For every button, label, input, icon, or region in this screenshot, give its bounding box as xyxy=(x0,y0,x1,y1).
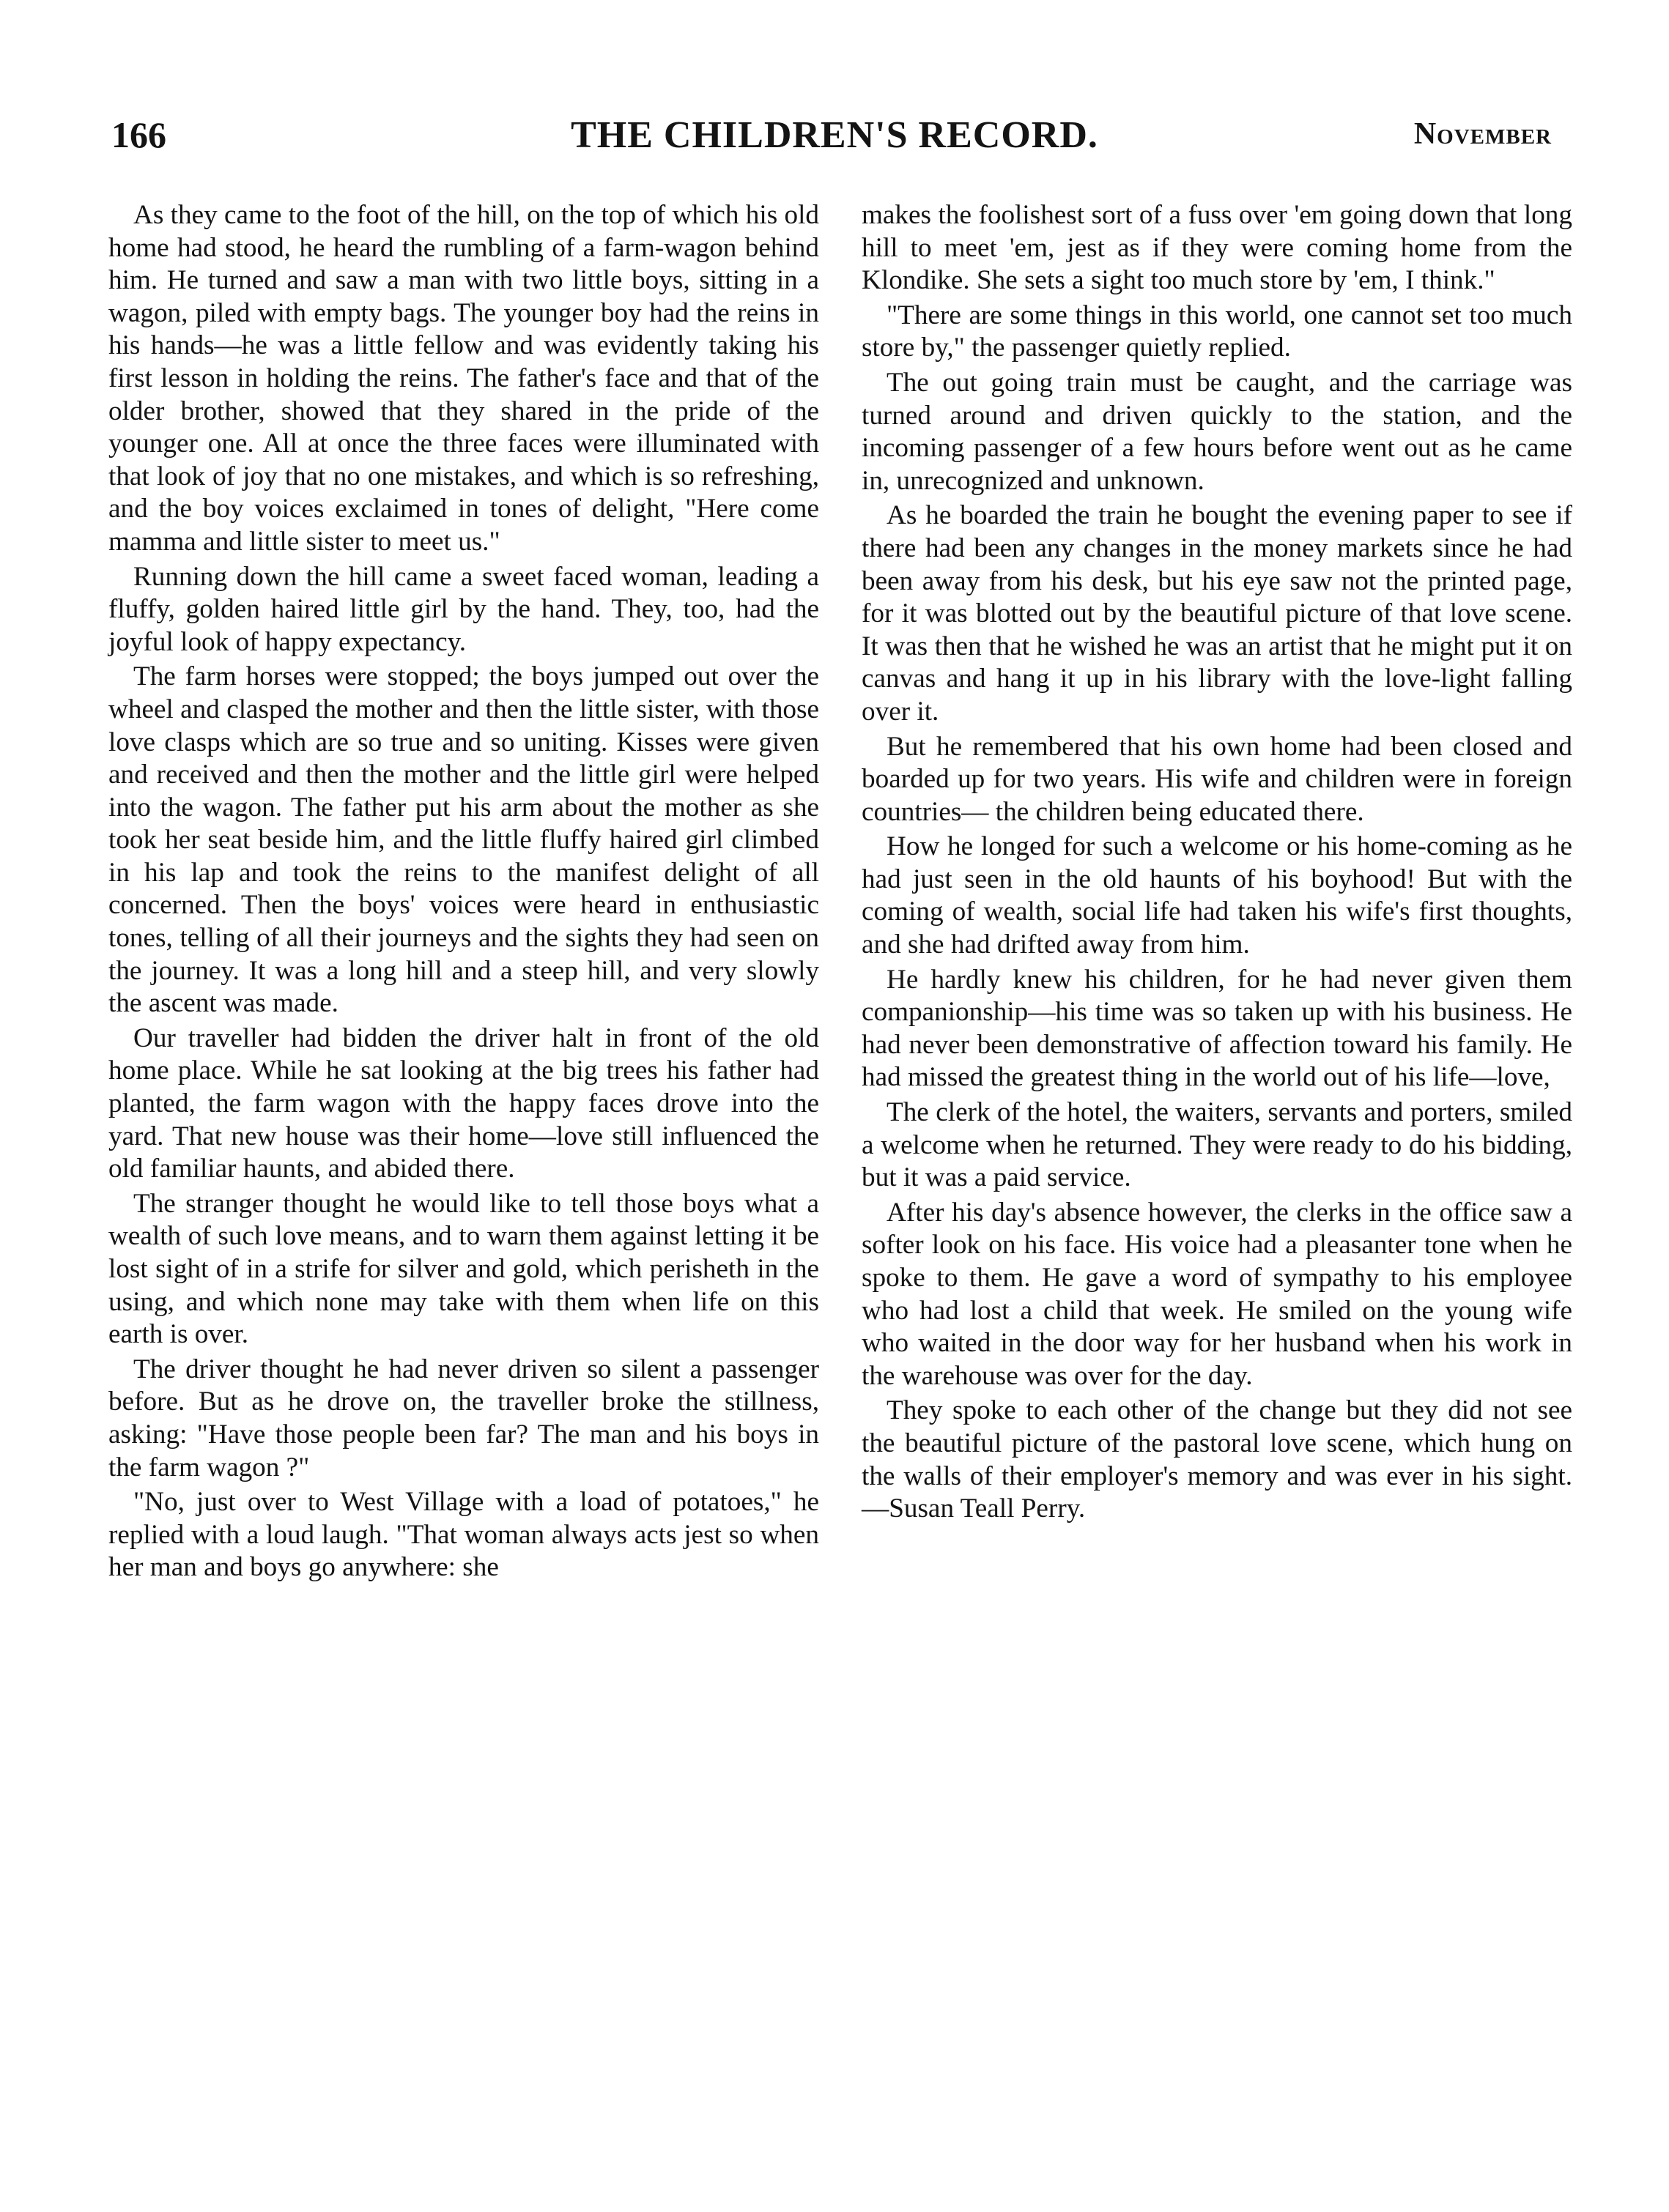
paragraph-continued: makes the foolishest sort of a fuss over 'em going down that long hill to meet 'em, jest as if they were coming home from the Klondike. She sets a sight too much store by 'em, I think." xyxy=(862,200,1572,296)
paragraph: The driver thought he had never driven so silent a passenger before. But as he drove on, the traveller broke the stillness, asking: "Have those people been far? The man and his boys in the farm wagon ?" xyxy=(108,1354,819,1482)
right-column xyxy=(862,199,1572,1528)
paragraph: After his day's absence however, the clerks in the office saw a softer look on his face. His voice had a pleasanter tone when he spoke to them. He gave a word of sympathy to his employee who had lost a child that week. He smiled on the young wife who waited in the door way for her husband when his work in the warehouse was over for the day. xyxy=(862,1197,1572,1391)
page-number: 166 xyxy=(111,114,166,155)
paragraph: They spoke to each other of the change but they did not see the beautiful picture of the pastoral love scene, which hung on the walls of their employer's memory and was ever in his sight.—Susan Teall Perry. xyxy=(862,1395,1572,1524)
page-month: November xyxy=(1413,117,1552,151)
paragraph: The farm horses were stopped; the boys jumped out over the wheel and clasped the mother and then the little sister, with those love clasps which are so true and so uniting. Kisses were given and received and then the mother and the little girl were helped into the wagon. The father put his arm about the mother as she took her seat beside him, and the little fluffy haired girl climbed in his lap and took the reins to the manifest delight of all concerned. Then the boys' voices were heard in enthusiastic tones, telling of all their journeys and the sights they had seen on the journey. It was a long hill and a steep hill, and very slowly the ascent was made. xyxy=(108,661,819,1019)
paragraph: Our traveller had bidden the driver halt in front of the old home place. While he sat looking at the big trees his father had planted, the farm wagon with the happy faces drove into the yard. That new house was their home—love still influenced the old familiar haunts, and abided there. xyxy=(108,1023,819,1184)
paragraph: "There are some things in this world, one cannot set too much store by," the passenger quietly replied. xyxy=(862,300,1572,363)
page-header xyxy=(0,114,1669,165)
paragraph: As they came to the foot of the hill, on the top of which his old home had stood, he heard the rumbling of a farm-wagon behind him. He turned and saw a man with two little boys, sitting in a wagon, piled with empty bags. The younger boy had the reins in his hands—he was a little fellow and was evidently taking his first lesson in holding the reins. The father's face and that of the older brother, showed that they shared in the pride of the younger one. All at once the three faces were illuminated with that look of joy that no one mistakes, and which is so refreshing, and the boy voices exclaimed in tones of delight, "Here come mamma and little sister to meet us." xyxy=(108,200,819,557)
paragraph: As he boarded the train he bought the evening paper to see if there had been any changes in the money markets since he had been away from his desk, but his eye saw not the printed page, for it was blotted out by the beautiful picture of that love scene. It was then that he wished he was an artist that he might put it on canvas and hang it up in his library with the love-light falling over it. xyxy=(862,500,1572,727)
left-column xyxy=(108,199,819,1586)
paragraph: Running down the hill came a sweet faced woman, leading a fluffy, golden haired little girl by the hand. They, too, had the joyful look of happy expectancy. xyxy=(108,561,819,657)
page-title: THE CHILDREN'S RECORD. xyxy=(571,114,1098,156)
paragraph: The stranger thought he would like to tell those boys what a wealth of such love means, and to warn them against letting it be lost sight of in a strife for silver and gold, which perisheth in the using, and which none may take with them when life on this earth is over. xyxy=(108,1188,819,1350)
paragraph: He hardly knew his children, for he had never given them companionship—his time was so taken up with his business. He had never been demonstrative of affection toward his family. He had missed the greatest thing in the world out of his life—love, xyxy=(862,964,1572,1093)
paragraph: But he remembered that his own home had been closed and boarded up for two years. His wife and children were in foreign countries— the children being educated there. xyxy=(862,731,1572,827)
paragraph: The out going train must be caught, and the carriage was turned around and driven quickly to the station, and the incoming passenger of a few hours before went out as he came in, unrecognized and unknown. xyxy=(862,367,1572,496)
paragraph: The clerk of the hotel, the waiters, servants and porters, smiled a welcome when he returned. They were ready to do his bidding, but it was a paid service. xyxy=(862,1097,1572,1193)
paragraph: "No, just over to West Village with a load of potatoes," he replied with a loud laugh. "That woman always acts jest so when her man and boys go anywhere: she xyxy=(108,1487,819,1583)
paragraph: How he longed for such a welcome or his home-coming as he had just seen in the old haunts of his boyhood! But with the coming of wealth, social life had taken his wife's first thoughts, and she had drifted away from him. xyxy=(862,831,1572,960)
